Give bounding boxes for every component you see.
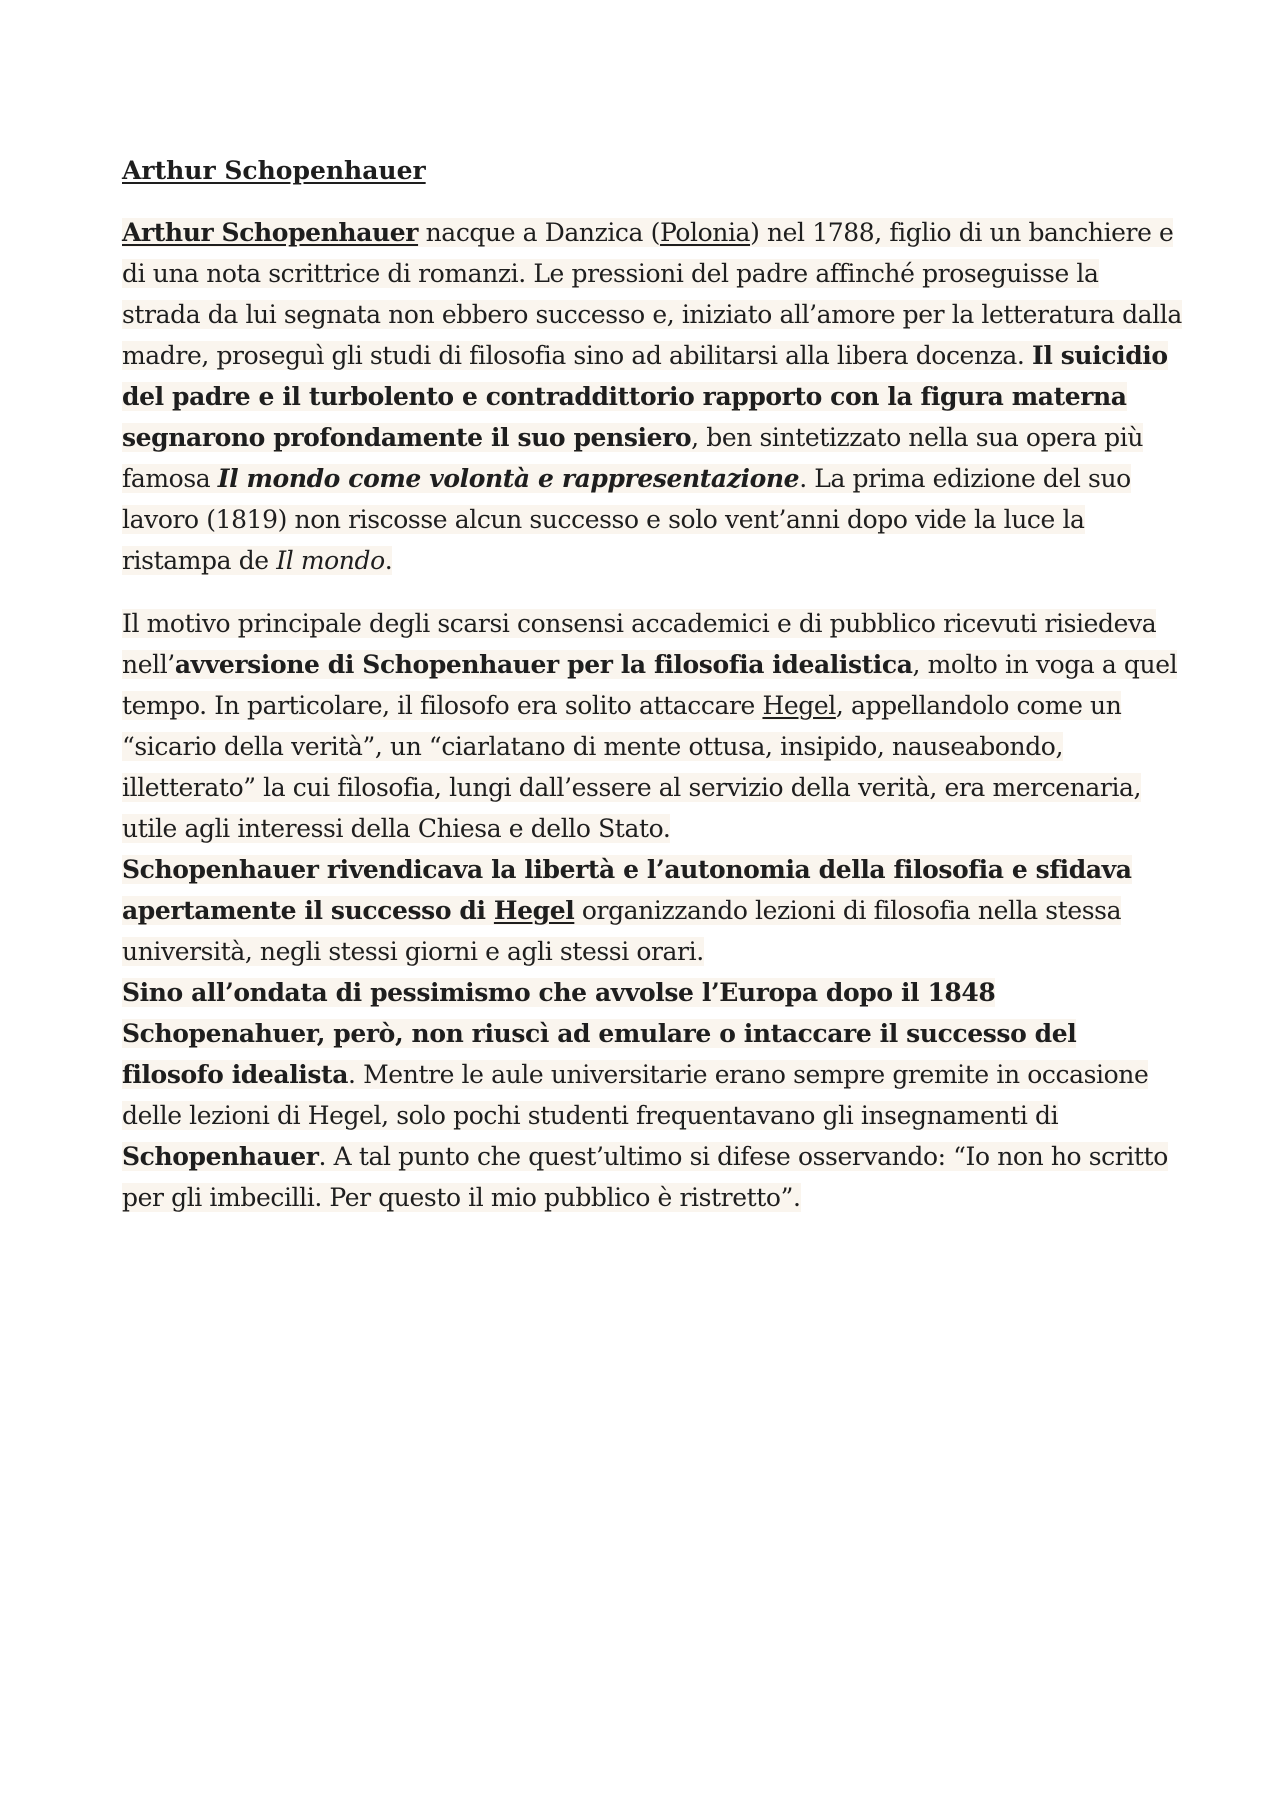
document-page xyxy=(122,150,1182,1240)
document-title: Arthur Schopenhauer xyxy=(122,156,426,185)
work-short-title: Il mondo xyxy=(276,546,385,575)
link-hegel[interactable]: Hegel xyxy=(762,691,836,720)
link-hegel-bold[interactable]: Hegel xyxy=(493,896,575,925)
paragraph-biography: Arthur Schopenhauer nacque a Danzica (Polonia) nel 1788, figlio di un banchiere e di una nota scrittrice di romanzi. Le pressioni del padre affinché proseguisse la strada da lui segnata non ebbero successo e, iniziato all’amore per la letteratura dalla madre, proseguì gli studi di filosofia sino ad abilitarsi alla libera docenza. Il suicidio del padre e il turbolento e contraddittorio rapporto con la figura materna segnarono profondamente il suo pensiero, ben sintetizzato nella sua opera più famosa Il mondo come volontà e rappresentazione. La prima edizione del suo lavoro (1819) non riscosse alcun successo e solo vent’anni dopo vide la luce la ristampa de Il mondo. xyxy=(122,218,1182,575)
bold-statement-pessimism: Sino all’ondata di pessimismo che avvolse l’Europa dopo il 1848 Schopenahuer, però, non riuscì ad emulare o intaccare il successo del filosofo idealista xyxy=(122,978,1077,1089)
bold-name-schopenhauer: Schopenhauer xyxy=(122,1142,319,1171)
work-title: Il mondo come volontà e rappresentazione xyxy=(217,464,800,493)
bold-statement-freedom: Schopenhauer rivendicava la libertà e l’autonomia della filosofia e sfidava apertamente il successo di Hegel xyxy=(122,855,1132,925)
link-polonia[interactable]: Polonia xyxy=(659,218,751,247)
bold-statement-idealism: avversione di Schopenhauer per la filosofia idealistica xyxy=(174,650,913,679)
subject-name: Arthur Schopenhauer xyxy=(122,218,419,247)
paragraph-hegel-rivalry: Il motivo principale degli scarsi consensi accademici e di pubblico ricevuti risiedeva nell’avversione di Schopenhauer per la filosofia idealistica, molto in voga a quel tempo. In particolare, il filosofo era solito attaccare Hegel, appellandolo come un “sicario della verità”, un “ciarlatano di mente ottusa, insipido, nauseabondo, illetterato” la cui filosofia, lungi dall’essere al servizio della verità, era mercenaria, utile agli interessi della Chiesa e dello Stato. Schopenhauer rivendicava la libertà e l’autonomia della filosofia e sfidava apertamente il successo di Hegel organizzando lezioni di filosofia nella stessa università, negli stessi giorni e agli stessi orari. Sino all’ondata di pessimismo che avvolse l’Europa dopo il 1848 Schopenahuer, però, non riuscì ad emulare o intaccare il successo del filosofo idealista. Mentre le aule universitarie erano sempre gremite in occasione delle lezioni di Hegel, solo pochi studenti frequentavano gli insegnamenti di Schopenhauer. A tal punto che quest’ultimo si difese osservando: “Io non ho scritto per gli imbecilli. Per questo il mio pubblico è ristretto”. xyxy=(122,609,1178,1212)
bold-statement-father: Il suicidio del padre e il turbolento e contraddittorio rapporto con la figura materna segnarono profondamente il suo pensiero xyxy=(122,341,1168,452)
